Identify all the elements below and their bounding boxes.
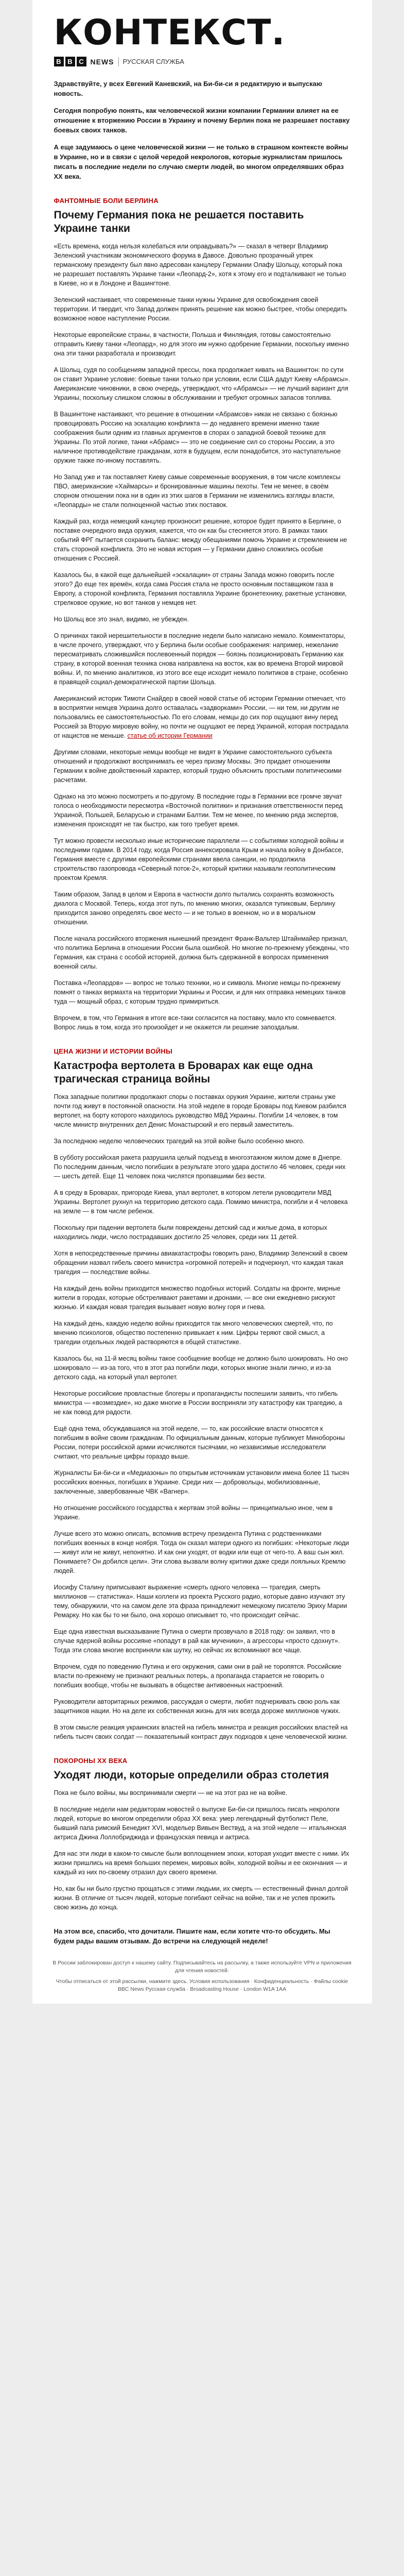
paragraph: На каждый день войны приходится множество подобных историй. Солдаты на фронте, мирные жители в городах, которые обстреливают ракетами и дронами, — все они ежедневно рискуют жизнью. И каждая новая трагедия вызывает новую волну горя и гнева. [54, 1285, 341, 1311]
section-body-1 [54, 242, 350, 1032]
paragraph: Еще одна известная высказывание Путина о смерти прозвучало в 2018 году: он заявил, что в случае ядерной войны россияне «попадут в рай как мученики», а агрессоры «просто сдохнут». Тогда эти слова многие восприняли как шутку, но сейчас их вспоминают все чаще. [54, 1628, 340, 1654]
paragraph: А Шольц, судя по сообщениям западной прессы, пока продолжает кивать на Вашингтон: по сути он ставит Украине условие: боевые танки только при условии, если США дадут Киеву «Абрамсы». Американские чиновники, в свою очередь, утверждают, что «Абрамсы» — не лучший вариант для Украины, поскольку слишком сложны в обслуживании и требуют огромных запасов топлива. [54, 366, 350, 401]
newsletter-sheet [32, 0, 372, 2004]
legal-footer [48, 1959, 357, 1993]
paragraph: Впрочем, в том, что Германия в итоге все-таки согласится на поставку, мало кто сомневается. Вопрос лишь в том, когда это произойдет и не окажется ли решение запоздалым. [54, 1014, 337, 1031]
brand-row [54, 57, 350, 66]
paragraph: Некоторые европейские страны, в частности, Польша и Финляндия, готовы самостоятельно отправить Киеву танки «Леопард», но для этого им нужно одобрение Германии, поскольку именно она эти танки разработала и производит. [54, 331, 349, 357]
paragraph: Но отношение российского государства к жертвам этой войны — принципиально иное, чем в Украине. [54, 1504, 333, 1521]
paragraph: Казалось бы, в какой еще дальнейшей «эскалации» от страны Запада можно говорить после этого? До еще тех времён, когда сама Россия стала не просто основным поставщиком газа в Европу, а стороной конфликта, Германия поставляла Украине бронетехнику, ракетные установки, стрелковое оружие, но вот танков у немцев нет. [54, 571, 347, 606]
paragraph: Таким образом, Запад в целом и Европа в частности долго пытались сохранять возможность диалога с Москвой. Теперь, когда этот путь, по мнению многих, оказался тупиковым, Берлину приходится заново определять свое место — и не только в военном, но и в моральном отношении. [54, 891, 336, 926]
legal-line-2[interactable]: Чтобы отписаться от этой рассылки, нажмите здесь. Условия использования · Конфиденциальность · Файлы cookie [56, 1978, 348, 1985]
paragraph: Зеленский настаивает, что современные танки нужны Украине для освобождения своей территории. И твердит, что Запад должен принять решение как можно быстрее, чтобы опередить возможное новое наступление России. [54, 296, 347, 322]
paragraph: Некоторые российские провластные блогеры и пропагандисты поспешили заявить, что гибель министра — «возмездие», но даже многие в России восприняли эту катастрофу как трагедию, а не как повод для радости. [54, 1390, 342, 1416]
article-link[interactable]: статье об истории Германии [127, 732, 213, 739]
paragraph: Другими словами, некоторые немцы вообще не видят в Украине самостоятельного субъекта отношений и продолжают воспринимать ее через призму Москвы. Это придает отношениям Германии к войне двойственный характер, который трудно объяснить простыми политическими расчетами. [54, 749, 342, 784]
paragraph: Лучше всего это можно описать, вспомнив встречу президента Путина с родственниками погибших военных в конце ноября. Тогда он сказал матери одного из погибших: «Некоторые люди — живут или не живут, непонятно. И как они уходят, от водки или еще от чего-то. А ваш сын жил. Понимаете? Он добился цели». Эти слова вызвали волну критики даже среди лояльных Кремлю людей. [54, 1530, 349, 1574]
paragraph: Тут можно провести несколько иные исторические параллели — с событиями холодной войны и последними годами. В 2014 году, когда Россия аннексировала Крым и начала войну в Донбассе, Германия вместе с другими европейскими странами ввела санкции, но продолжила строительство газопровода «Северный поток-2», который критики называли геополитическим проектом Кремля. [54, 837, 344, 882]
paragraph: В Вашингтоне настаивают, что решение в отношении «Абрамсов» никак не связано с боязнью провоцировать Россию на эскалацию конфликта — до недавнего времени именно такие соображения были одним из главных аргументов в спорах о западной боевой технике для Украины. По этой логике, танки «Абрамс» — это не соединение сил со стороны России, а это наличное противодействие гражданам, хотя в будущем, если понадобится, это наступательное оружие также по-иному поставлять. [54, 411, 341, 464]
bbc-letter: B [54, 57, 64, 66]
section-label-3: ПОКОРОНЫ XX ВЕКА [54, 1757, 128, 1765]
paragraph: На каждый день, каждую неделю войны приходится так много человеческих смертей, что, по мнению психологов, общество постепенно привыкает к ним. Цифры теряют свой смысл, а трагедии отдельных людей растворяются в общей статистике. [54, 1320, 333, 1346]
paragraph: Ещё одна тема, обсуждавшаяся на этой неделе, — то, как российские власти относятся к погибшим в войне своим гражданам. По официальным данным, которые публикует Минобороны России, потери российской армии исчисляются тысячами, но независимые исследователи считают, что реальные цифры гораздо выше. [54, 1425, 345, 1460]
paragraph: Для нас эти люди в каком-то смысле были воплощением эпохи, которая уходит вместе с ними. Их жизни пришлись на время больших перемен, мировых войн, холодной войны и ее окончания — и каждый из них по-своему отразил дух своего времени. [54, 1850, 349, 1876]
legal-line-3: BBC News Русская служба · Broadcasting House · London W1A 1AA [117, 1986, 287, 1992]
paragraph: После начала российского вторжения нынешний президент Франк-Вальтер Штайнмайер признал, что политика Берлина в отношении России была ошибкой. Но многие по-прежнему убеждены, что Германия, как страна с особой историей, должна быть сдержанной в вопросах применения военной силы. [54, 935, 349, 970]
section-body-2 [54, 1092, 350, 1741]
paragraph: Каждый раз, когда немецкий канцлер произносит решение, которое будет принято в Берлине, о поставке очередного вида оружия, кажется, что он как бы стесняется этого. В рамках таких событий ФРГ пытается сохранить баланс: между обещаниями помочь Украине и стремлением не стать стороной конфликта. Это не новая история — у Германии давно сложились особые отношения с Россией. [54, 518, 347, 562]
intro [54, 79, 350, 181]
paragraph: В последние недели нам редакторам новостей о выпуске Би-би-си пришлось писать некрологи людей, которые во многом определили образ XX века: умер легендарный футболист Пеле, бывший папа римский Бенедикт XVI, модельер Вивьен Вествуд, а на этой неделе — итальянская актриса Джина Лоллобриджида и французская певица и актриса. [54, 1806, 346, 1841]
paragraph: Иосифу Сталину приписывают выражение «смерть одного человека — трагедия, смерть миллионов — статистика». Наши коллеги из проекта Русского радио, которые давно изучают эту тему, обнаружили, что на самом деле эта фраза принадлежит немецкому писателю Эриху Марии Ремарку. Но как бы то ни было, она хорошо описывает то, что происходит сейчас. [54, 1584, 347, 1619]
intro-greeting: Здравствуйте, у всех Евгений Каневский, на Би-би-си я редактирую и выпускаю новость. [54, 80, 322, 97]
intro-lead: Сегодня попробую понять, как человеческой жизни компании Германии влияет на ее отношение к вторжению России в Украину и почему Берлин пока не разрешает поставку боевых своих танков. [54, 107, 350, 134]
paragraph-text: Американский историк Тимоти Снайдер в своей новой статье об истории Германии отмечает, что в восприятии немцев Украина долго оставалась «задворками» России, — ни тем, ни другим не пользовались ее самостоятельностью. По его словам, немцы до сих пор ощущают вину перед Россией за Вторую мировую войну, но почти не ощущают ее перед Украиной, которая пострадала от нацистов не меньше. [54, 695, 348, 739]
paragraph: О причинах такой нерешительности в последние недели было написано немало. Комментаторы, в числе прочего, утверждают, что у Берлина были особые соображения: например, нежелание пересматривать сложившийся послевоенный порядок — боязнь позиционировать Германию как страну, в которой военная техника снова направлена на восток, как во времена Второй мировой войны. И, по мнению аналитиков, из этого все еще исходит немало политиков в стране, особенно в правящей социал-демократической партии Шольца. [54, 632, 348, 686]
section-label-1: ФАНТОМНЫЕ БОЛИ БЕРЛИНА [54, 197, 159, 205]
section-label-2: ЦЕНА ЖИЗНИ И ИСТОРИИ ВОЙНЫ [54, 1047, 173, 1055]
news-wordmark: NEWS [90, 57, 114, 66]
paragraph: Пока не было войны, мы воспринимали смерти — не на этот раз не на войне. [54, 1789, 288, 1797]
paragraph: В этом смысле реакция украинских властей на гибель министра и реакция российских властей на гибель тысяч своих солдат — показательный контраст двух подходов к цене человеческой жизни. [54, 1724, 348, 1740]
paragraph: За последнюю неделю человеческих трагедий на этой войне было особенно много. [54, 1138, 305, 1145]
section-title-2: Катастрофа вертолета в Броварах как еще одна трагическая страница войны [54, 1060, 313, 1085]
paragraph-with-link [54, 694, 350, 740]
paragraph: В субботу российская ракета разрушила целый подъезд в многоэтажном жилом доме в Днепре. По последним данным, число погибших в результате этого удара достигло 46 человек, среди них — шесть детей. Еще 11 человек пока числятся пропавшими без вести. [54, 1154, 346, 1180]
paragraph: Однако на это можно посмотреть и по-другому. В последние годы в Германии все громче звучат голоса о необходимости пересмотра «Восточной политики» и признания ответственности перед Украиной, Польшей, Беларусью и странами Балтии. Тем не менее, по мнению ряда экспертов, изменения происходят не так быстро, как того требует время. [54, 793, 343, 828]
intro-lead-2: А еще задумаюсь о цене человеческой жизни — не только в страшном контексте войны в Украине, но и в связи с целой чередой некрологов, которые журналистам пришлось писать в последние недели по случаю смерти людей, во многом определявших образ XX века. [54, 143, 348, 180]
section-body-3 [54, 1788, 350, 1912]
paragraph: Пока западные политики продолжают споры о поставках оружия Украине, жители страны уже почти год живут в постоянной опасности. На этой неделе в городе Бровары под Киевом разбился вертолет, на борту которого находилось руководство МВД Украины. Погибли 14 человек, в том числе министр внутренних дел Денис Монастырский и его первый заместитель. [54, 1093, 346, 1128]
bbc-letter: C [77, 57, 86, 66]
bbc-letter: B [65, 57, 75, 66]
paragraph: Поставка «Леопардов» — вопрос не только техники, но и символа. Многие немцы по-прежнему помнят о танках вермахта на территории Украины и России, и для них отправка немецких танков туда — мощный образ, с которым трудно примириться. [54, 979, 346, 1005]
section-title-3: Уходят люди, которые определили образ столетия [54, 1769, 329, 1781]
brand-divider [118, 57, 119, 66]
paragraph: «Есть времена, когда нельзя колебаться или оправдывать?» — сказал в четверг Владимир Зеленский участникам экономического форума в Давосе. Довольно прозрачный упрек германскому президенту был явно адресован канцлеру Германии Олафу Шольцу, который пока не разрешает поставлять Украине танки «Леопард-2», хотя к этому его и подталкивают не только в Киеве, но и в Лондоне и Вашингтоне. [54, 243, 346, 287]
signoff: На этом все, спасибо, что дочитали. Пишите нам, если хотите что-то обсудить. Мы будем рады вашим отзывам. До встречи на следующей неделе! [54, 1927, 330, 1945]
paragraph: Журналисты Би-би-си и «Медиазоны» по открытым источникам установили имена более 11 тысяч российских военных, погибших в Украине. Среди них — добровольцы, мобилизованные, заключенные, завербованные ЧВК «Вагнер». [54, 1469, 349, 1495]
newsletter-logo: КОНТЕКСТ. [54, 12, 286, 53]
paragraph: Поскольку при падении вертолета были повреждены детский сад и жилые дома, в которых находились люди, число пострадавших достигло 25 человек, среди них 11 детей. [54, 1224, 327, 1241]
paragraph: Но Запад уже и так поставляет Киеву самые современные вооружения, в том числе комплексы ПВО, американские «Хаймарсы» и бронированные машины пехоты. Тем не менее, в своём спорном отношении пока ни в один из этих шагов в Германии не изменились взгляды власти, «Леопарды» не стали полноценной частью этих поставок. [54, 473, 341, 509]
content [32, 79, 372, 1946]
paragraph: А в среду в Броварах, пригороде Киева, упал вертолет, в котором летели руководители МВД Украины. Вертолет рухнул на территорию детского сада. Помимо министра, погибли и 4 человека на земле — в том числе ребенок. [54, 1189, 348, 1215]
section-title-1: Почему Германия пока не решается поставить Украине танки [54, 209, 304, 234]
paragraph: Но Шольц все это знал, видимо, не убежден. [54, 616, 189, 623]
paragraph: Казалось бы, на 11-й месяц войны такое сообщение вообще не должно было шокировать. Но оно шокировало — из-за того, что в этот раз погибли люди, которых многие знали лично, и из-за детского сада, на который упал вертолет. [54, 1355, 348, 1381]
paragraph: Руководители авторитарных режимов, рассуждая о смерти, любят подчеркивать свою роль как защитников нации. Но на деле их собственная жизнь для них всегда дороже миллионов чужих. [54, 1698, 341, 1715]
paragraph: Впрочем, судя по поведению Путина и его окружения, сами они в рай не торопятся. Российские власти по-прежнему не признают реальных потерь, а пропаганда старается не говорить о погибших вообще, чтобы не вызывать в обществе антивоенных настроений. [54, 1663, 342, 1689]
paragraph: Но, как бы ни было грустно прощаться с этими людьми, их смерть — естественный финал долгой жизни. В отличие от тысяч людей, которые погибают сейчас на войне, так и не успев прожить свою жизнь до конца. [54, 1885, 348, 1911]
bbc-logo [54, 57, 86, 66]
masthead [32, 0, 372, 75]
paragraph: Хотя в непосредственные причины авиакатастрофы говорить рано, Владимир Зеленский в своем обращении назвал гибель своего министра «огромной потерей» и подчеркнул, что каждая такая трагедия — последствие войны. [54, 1250, 348, 1276]
service-name: РУССКАЯ СЛУЖБА [122, 58, 184, 65]
legal-line-1: В России заблокирован доступ к нашему сайту. Подписывайтесь на рассылку, а также используйте VPN и приложения для чтения новостей. [52, 1960, 352, 1974]
